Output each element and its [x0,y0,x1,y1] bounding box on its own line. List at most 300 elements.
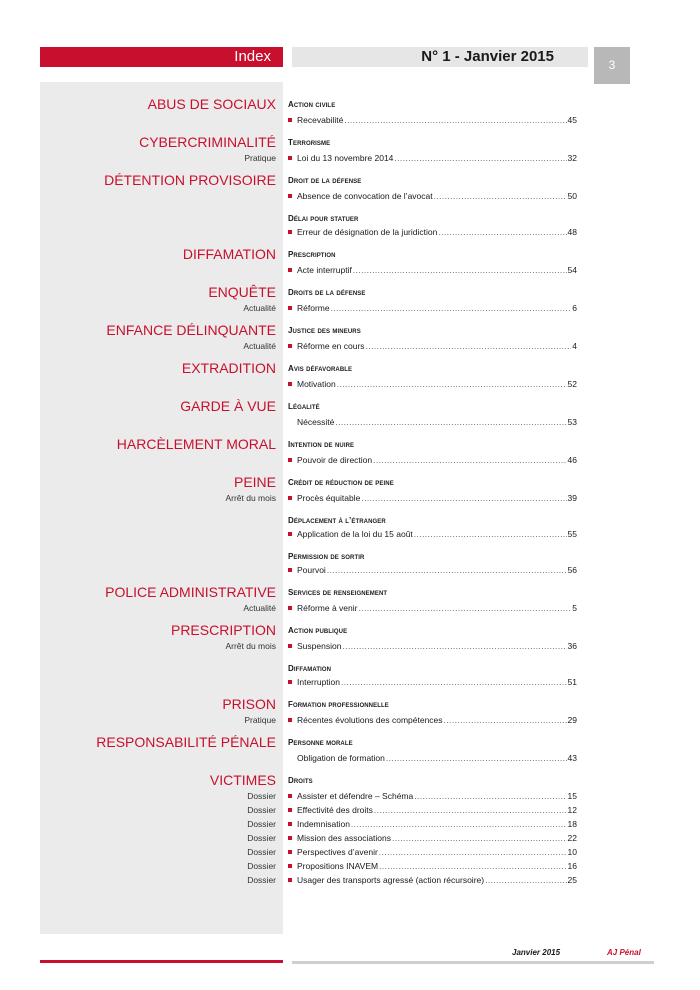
bullet-icon [288,718,292,722]
category-heading: Crédit de réduction de peine [288,478,394,487]
topic-cell [0,689,276,713]
topic-subheading: Dossier [247,791,276,801]
index-row [0,873,700,887]
index-row [0,301,700,315]
bullet-icon [288,850,292,854]
page-number: 3 [594,47,630,84]
entry-label: Motivation [297,379,336,389]
entry-cell [288,653,577,675]
bullet-icon [288,568,292,572]
entry-page-number: 5 [572,603,577,613]
index-entry [288,225,577,239]
entry-cell [288,127,577,151]
bullet-icon [288,156,292,160]
index-entry [288,845,577,859]
category-heading: Avis défavorable [288,364,353,373]
topic-subheading: Pratique [244,715,276,725]
bullet-icon [288,864,292,868]
topic-heading: PRESCRIPTION [170,622,276,638]
topic-cell [0,727,276,751]
index-row [0,789,700,803]
topic-subheading: Dossier [247,805,276,815]
index-row [0,845,700,859]
bullet-icon [288,644,292,648]
index-title: Index [40,47,283,67]
category-heading: Personne morale [288,738,353,747]
topic-cell [0,315,276,339]
entry-cell [288,563,577,577]
index-row [0,429,700,453]
entry-cell [288,113,577,127]
entry-page-number: 4 [572,341,577,351]
topic-cell [0,859,276,873]
topic-cell [0,415,276,429]
entry-page-number: 6 [572,303,577,313]
category-heading: Légalité [288,402,320,411]
entry-label: Perspectives d’avenir [297,847,378,857]
index-row [0,689,700,713]
bullet-icon [288,382,292,386]
index-row [0,89,700,113]
dot-leader [485,873,566,887]
topic-subheading: Dossier [247,861,276,871]
dot-leader [361,491,566,505]
index-row [0,277,700,301]
bullet-icon [288,680,292,684]
entry-label: Interruption [297,677,340,687]
topic-cell [0,639,276,653]
topic-cell [0,873,276,887]
topic-cell [0,541,276,563]
index-entry [288,751,577,765]
entry-cell [288,89,577,113]
entry-label: Effectivité des droits [297,805,373,815]
topic-subheading: Arrêt du mois [225,641,276,651]
category-heading: Services de renseignement [288,588,388,597]
bullet-icon [288,194,292,198]
entry-label: Acte interruptif [297,265,352,275]
index-entry [288,563,577,577]
topic-heading: POLICE ADMINISTRATIVE [105,584,276,600]
topic-cell [0,789,276,803]
category-heading: Diffamation [288,664,332,673]
topic-cell [0,89,276,113]
topic-cell [0,803,276,817]
dot-leader [379,859,566,873]
index-entry [288,859,577,873]
bullet-icon [288,532,292,536]
index-entry [288,675,577,689]
entry-page-number: 54 [567,265,577,275]
index-row [0,127,700,151]
index-entry [288,601,577,615]
index-entry [288,831,577,845]
index-row [0,315,700,339]
index-row [0,505,700,527]
entry-label: Récentes évolutions des compétences [297,715,443,725]
entry-cell [288,189,577,203]
entry-page-number: 45 [567,115,577,125]
entry-page-number: 55 [567,529,577,539]
index-row [0,563,700,577]
entry-cell [288,845,577,859]
entry-label: Nécessité [297,417,335,427]
entry-page-number: 36 [567,641,577,651]
entry-cell [288,415,577,429]
index-entry [288,377,577,391]
entry-label: Usager des transports agressé (action récursoire) [297,875,485,885]
entry-cell [288,391,577,415]
topic-cell [0,615,276,639]
dot-leader [392,831,567,845]
topic-cell [0,189,276,203]
topic-cell [0,751,276,765]
index-row [0,713,700,727]
index-entry [288,491,577,505]
category-heading: Déplacement à l’étranger [288,516,386,525]
topic-subheading: Actualité [243,303,276,313]
bullet-icon [288,606,292,610]
category-heading: Action civile [288,100,336,109]
entry-cell [288,505,577,527]
category-heading: Droits de la défense [288,288,366,297]
dot-leader [379,845,567,859]
topic-subheading: Dossier [247,847,276,857]
topic-subheading: Pratique [244,153,276,163]
topic-subheading: Dossier [247,875,276,885]
topic-heading: VICTIMES [209,772,276,788]
entry-cell [288,831,577,845]
topic-cell [0,203,276,225]
entry-page-number: 43 [567,753,577,763]
bullet-icon [288,344,292,348]
index-row [0,817,700,831]
entry-cell [288,873,577,887]
entry-cell [288,453,577,467]
category-heading: Droit de la défense [288,176,362,185]
index-row [0,189,700,203]
dot-leader [351,817,567,831]
bullet-icon [288,306,292,310]
bullet-icon [288,118,292,122]
dot-leader [438,225,566,239]
category-heading: Formation professionnelle [288,700,389,709]
category-heading: Terrorisme [288,138,331,147]
index-entry [288,639,577,653]
dot-leader [394,151,566,165]
entry-page-number: 52 [567,379,577,389]
category-heading: Prescription [288,250,336,259]
index-row [0,151,700,165]
index-row [0,391,700,415]
index-row [0,165,700,189]
entry-label: Pouvoir de direction [297,455,373,465]
dot-leader [337,377,567,391]
bullet-icon [288,794,292,798]
index-entry [288,263,577,277]
topic-heading: EXTRADITION [181,360,276,376]
index-entry [288,803,577,817]
index-row [0,653,700,675]
dot-leader [344,113,566,127]
index-entry [288,113,577,127]
entry-cell [288,353,577,377]
index-row [0,615,700,639]
entry-page-number: 39 [567,493,577,503]
topic-heading: DÉTENTION PROVISOIRE [104,172,276,188]
topic-cell [0,563,276,577]
index-table [0,89,700,887]
entry-label: Assister et défendre – Schéma [297,791,414,801]
entry-page-number: 25 [567,875,577,885]
index-row [0,831,700,845]
index-row [0,601,700,615]
dot-leader [373,453,566,467]
index-row [0,727,700,751]
entry-label: Réforme [297,303,330,313]
topic-heading: GARDE À VUE [180,398,276,414]
entry-cell [288,377,577,391]
dot-leader [342,639,566,653]
bullet-icon [288,836,292,840]
entry-cell [288,713,577,727]
dot-leader [335,415,566,429]
topic-heading: ENFANCE DÉLINQUANTE [106,322,276,338]
dot-leader [434,189,567,203]
entry-page-number: 56 [567,565,577,575]
topic-heading: ABUS DE SOCIAUX [147,96,276,112]
entry-page-number: 51 [567,677,577,687]
index-row [0,225,700,239]
category-heading: Délai pour statuer [288,214,359,223]
entry-cell [288,689,577,713]
index-entry [288,189,577,203]
topic-heading: HARCÈLEMENT MORAL [116,436,276,452]
entry-page-number: 48 [567,227,577,237]
index-entry [288,301,577,315]
entry-page-number: 46 [567,455,577,465]
footer-brand: AJ Pénal [607,948,641,957]
index-row [0,263,700,277]
topic-cell [0,653,276,675]
index-row [0,377,700,391]
index-entry [288,527,577,541]
topic-cell [0,491,276,505]
dot-leader [327,563,567,577]
entry-cell [288,277,577,301]
topic-subheading: Dossier [247,819,276,829]
entry-page-number: 22 [567,833,577,843]
entry-cell [288,859,577,873]
index-row [0,239,700,263]
footer-rule-grey [292,961,654,964]
dot-leader [386,751,567,765]
index-row [0,453,700,467]
dot-leader [353,263,567,277]
topic-subheading: Dossier [247,833,276,843]
topic-cell [0,165,276,189]
dot-leader [374,803,567,817]
index-row [0,527,700,541]
dot-leader [414,789,566,803]
entry-cell [288,765,577,789]
index-row [0,467,700,491]
entry-cell [288,615,577,639]
entry-cell [288,541,577,563]
topic-subheading: Actualité [243,603,276,613]
entry-label: Recevabilité [297,115,344,125]
index-row [0,803,700,817]
category-heading: Justice des mineurs [288,326,361,335]
topic-cell [0,817,276,831]
dot-leader [331,301,572,315]
entry-cell [288,803,577,817]
bullet-icon [288,230,292,234]
index-entry [288,151,577,165]
topic-cell [0,845,276,859]
entry-cell [288,225,577,239]
entry-cell [288,817,577,831]
topic-heading: ENQUÊTE [208,284,276,300]
entry-label: Propositions INAVEM [297,861,379,871]
index-entry [288,713,577,727]
bullet-icon [288,268,292,272]
entry-page-number: 29 [567,715,577,725]
dot-leader [414,527,567,541]
entry-cell [288,577,577,601]
topic-cell [0,429,276,453]
index-row [0,203,700,225]
index-row [0,675,700,689]
topic-cell [0,713,276,727]
entry-page-number: 50 [567,191,577,201]
entry-cell [288,491,577,505]
entry-page-number: 32 [567,153,577,163]
footer-date: Janvier 2015 [512,948,561,957]
topic-cell [0,301,276,315]
topic-cell [0,353,276,377]
entry-cell [288,429,577,453]
category-heading: Intention de nuire [288,440,355,449]
index-row [0,859,700,873]
entry-label: Loi du 13 novembre 2014 [297,153,394,163]
topic-heading: DIFFAMATION [182,246,276,262]
entry-page-number: 12 [567,805,577,815]
dot-leader [444,713,567,727]
entry-cell [288,301,577,315]
index-row [0,765,700,789]
topic-cell [0,831,276,845]
entry-cell [288,789,577,803]
entry-page-number: 10 [567,847,577,857]
entry-label: Réforme à venir [297,603,358,613]
dot-leader [358,601,571,615]
category-heading: Droits [288,776,313,785]
topic-cell [0,151,276,165]
entry-cell [288,675,577,689]
topic-cell [0,113,276,127]
topic-cell [0,339,276,353]
issue-title: N° 1 - Janvier 2015 [292,47,588,67]
index-row [0,491,700,505]
entry-cell [288,639,577,653]
topic-cell [0,601,276,615]
entry-label: Procès équitable [297,493,361,503]
index-entry [288,817,577,831]
bullet-icon [288,822,292,826]
entry-label: Indemnisation [297,819,350,829]
topic-subheading: Actualité [243,341,276,351]
index-row [0,415,700,429]
category-heading: Permission de sortir [288,552,365,561]
topic-heading: RESPONSABILITÉ PÉNALE [96,734,276,750]
topic-cell [0,453,276,467]
entry-cell [288,315,577,339]
entry-label: Mission des associations [297,833,392,843]
index-entry [288,873,577,887]
entry-label: Pourvoi [297,565,326,575]
topic-cell [0,505,276,527]
index-row [0,541,700,563]
index-row [0,113,700,127]
entry-cell [288,203,577,225]
entry-cell [288,527,577,541]
topic-cell [0,675,276,689]
entry-cell [288,727,577,751]
entry-page-number: 18 [567,819,577,829]
entry-cell [288,263,577,277]
entry-cell [288,467,577,491]
index-row [0,353,700,377]
index-entry [288,453,577,467]
topic-cell [0,577,276,601]
entry-cell [288,165,577,189]
topic-cell [0,239,276,263]
index-entry [288,415,577,429]
topic-heading: PRISON [222,696,276,712]
entry-cell [288,601,577,615]
entry-cell [288,751,577,765]
index-row [0,751,700,765]
index-entry [288,789,577,803]
entry-label: Absence de convocation de l’avocat [297,191,433,201]
topic-cell [0,765,276,789]
dot-leader [366,339,572,353]
topic-cell [0,277,276,301]
topic-cell [0,377,276,391]
entry-label: Erreur de désignation de la juridiction [297,227,438,237]
entry-cell [288,239,577,263]
index-row [0,577,700,601]
dot-leader [341,675,567,689]
entry-cell [288,339,577,353]
index-row [0,339,700,353]
bullet-icon [288,496,292,500]
bullet-icon [288,878,292,882]
topic-subheading: Arrêt du mois [225,493,276,503]
topic-cell [0,391,276,415]
entry-page-number: 53 [567,417,577,427]
entry-page-number: 16 [567,861,577,871]
entry-label: Obligation de formation [297,753,385,763]
index-row [0,639,700,653]
index-entry [288,339,577,353]
topic-cell [0,225,276,239]
topic-heading: CYBERCRIMINALITÉ [139,134,276,150]
footer-rule-red [40,960,283,963]
entry-label: Suspension [297,641,342,651]
topic-cell [0,127,276,151]
